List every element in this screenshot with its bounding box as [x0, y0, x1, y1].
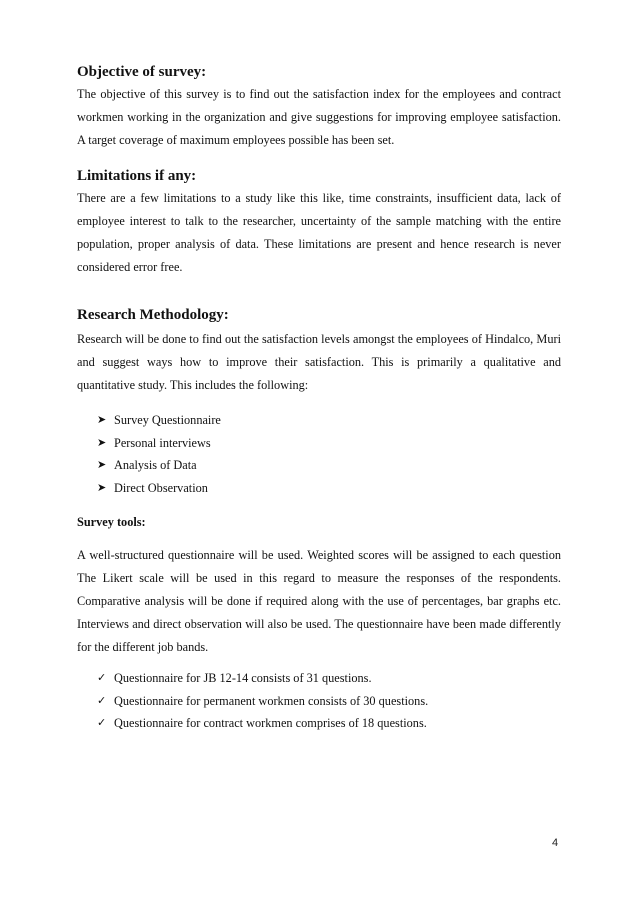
survey-tools-heading: Survey tools:: [77, 515, 146, 529]
survey-tools-paragraph: A well-structured questionnaire will be used. Weighted scores will be assigned to each question The Likert scale will be used in this regard to measure the responses of the respondents. Comparative analysis will be done if required along with the use of percentages, bar graphs etc. Interviews and direct observation will also be used. The questionnaire have been made differently for the different job bands.: [77, 548, 561, 654]
arrow-bullet-icon: ➤: [97, 413, 107, 426]
questionnaire-list: [77, 667, 561, 735]
list-item: [77, 409, 561, 432]
list-item: [77, 667, 561, 690]
list-item: [77, 712, 561, 735]
list-item: [77, 454, 561, 477]
arrow-bullet-icon: ➤: [97, 458, 107, 471]
arrow-bullet-icon: ➤: [97, 435, 107, 449]
list-item-label: Questionnaire for permanent workmen consists of 30 questions.: [114, 693, 429, 708]
checkmark-icon: ✓: [97, 693, 107, 707]
page-number: 4: [552, 837, 559, 849]
arrow-bullet-icon: ➤: [97, 480, 107, 494]
list-item-label: Direct Observation: [114, 480, 208, 495]
objective-heading: Objective of survey:: [77, 64, 207, 80]
list-item-label: Personal interviews: [114, 435, 211, 450]
list-item-label: Analysis of Data: [114, 458, 197, 472]
list-item: [77, 690, 561, 713]
methodology-list: [77, 409, 561, 499]
list-item-label: Questionnaire for contract workmen comprises of 18 questions.: [114, 716, 427, 730]
limitations-paragraph: There are a few limitations to a study like this like, time constraints, insufficient data, lack of employee interest to talk to the researcher, uncertainty of the sample matching with the entire population, proper analysis of data. These limitations are present and hence research is never considered error free.: [77, 191, 561, 274]
methodology-paragraph: Research will be done to find out the satisfaction levels amongst the employees of Hindalco, Muri and suggest ways how to improve their satisfaction. This is primarily a qualitative and quantitative study. This includes the following:: [77, 332, 561, 392]
checkmark-icon: ✓: [97, 716, 107, 729]
list-item-label: Questionnaire for JB 12-14 consists of 31 questions.: [114, 671, 372, 685]
list-item: [77, 432, 561, 455]
checkmark-icon: ✓: [97, 671, 107, 684]
methodology-heading: Research Methodology:: [77, 307, 229, 323]
list-item: [77, 477, 561, 500]
list-item-label: Survey Questionnaire: [114, 413, 221, 427]
objective-paragraph: The objective of this survey is to find out the satisfaction index for the employees and contract workmen working in the organization and give suggestions for improving employee satisfaction. A target coverage of maximum employees possible has been set.: [77, 87, 561, 147]
page-content: [77, 62, 561, 735]
limitations-heading: Limitations if any:: [77, 168, 197, 184]
